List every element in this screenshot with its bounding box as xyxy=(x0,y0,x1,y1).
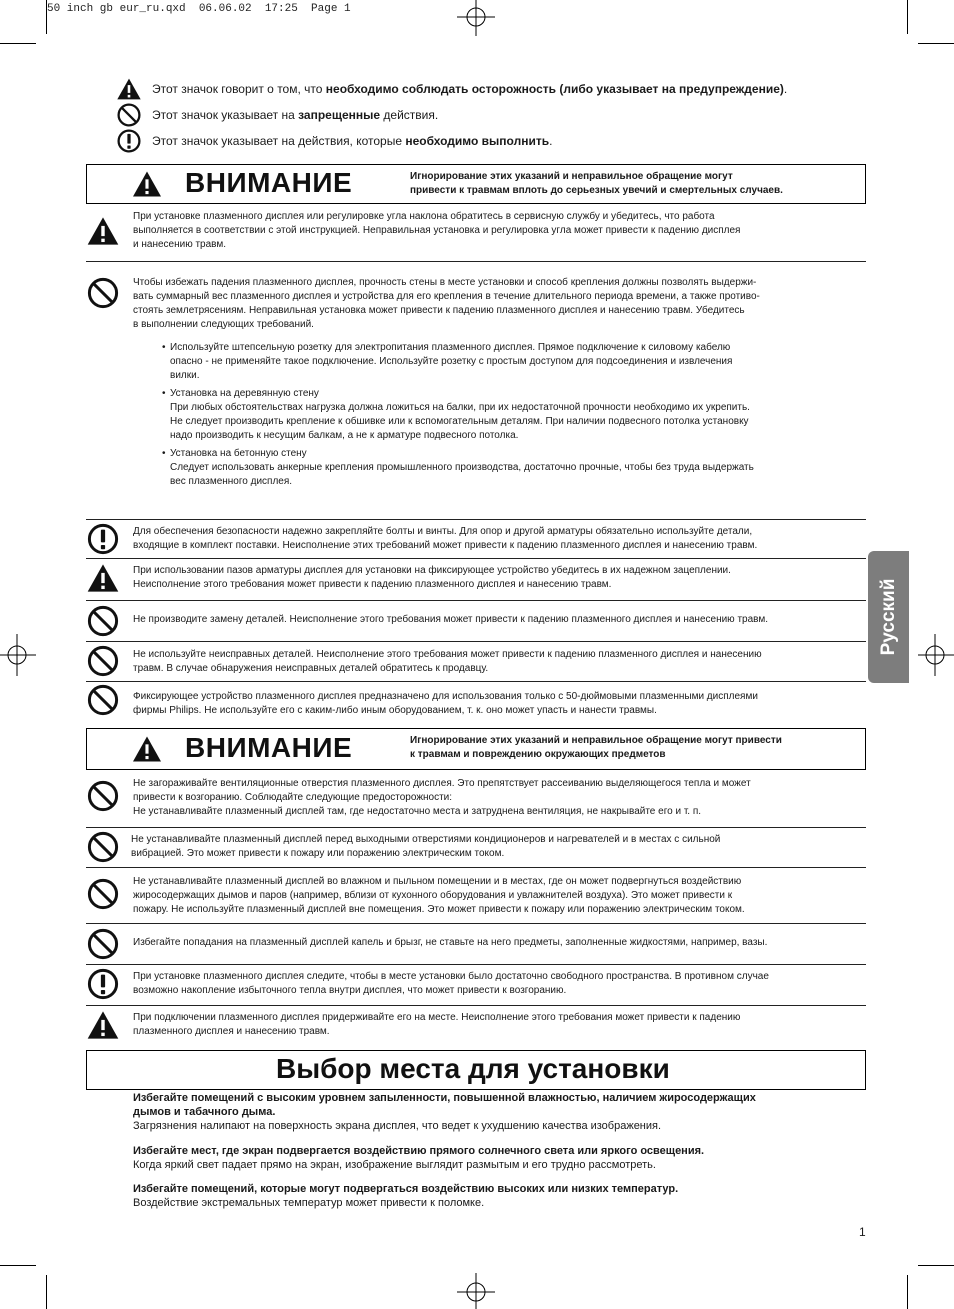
warning-banner xyxy=(86,728,866,770)
divider xyxy=(86,827,866,828)
warning-triangle-icon xyxy=(86,1008,120,1042)
warning-triangle-icon xyxy=(131,170,163,198)
list-item: • Установка на деревянную стену При любых обстоятельствах нагрузка должна ложиться на балки, при их недостаточной прочности необходимо их укрепить. Не следует производить крепление к обшивке или к вспомогательным деталям. При наличии подвесного потолка установку надо производить к несущим балкам, а не к арматуре подвесного потолка. xyxy=(162,388,750,441)
warning-triangle-icon xyxy=(116,76,142,102)
legend-text: Этот значок указывает на действия, которые необходимо выполнить. xyxy=(152,134,553,148)
item-text: Не производите замену деталей. Неисполнение этого требования может привести к падению плазменного дисплея и нанесению травм. xyxy=(133,614,769,625)
requirements-list xyxy=(162,341,852,493)
placement-note xyxy=(133,1144,853,1172)
divider xyxy=(86,641,866,642)
crop-mark xyxy=(0,43,36,44)
item-text: Не загораживайте вентиляционные отверстия плазменного дисплея. Это препятствует рассеиванию выделяющегося тепла и может привести к возгоранию. Соблюдайте следующие предосторожности: Не устанавливайте плазменный дисплей там, где недостаточно места и затруднена вентиляция, не накрывайте его и т. п. xyxy=(133,778,751,817)
language-tab-label: Русский xyxy=(877,578,899,656)
item-text: Избегайте попадания на плазменный дисплей капель и брызг, не ставьте на него предметы, заполненные жидкостями, например, вазы. xyxy=(133,937,768,948)
registration-mark-icon xyxy=(455,0,497,36)
prohibited-icon xyxy=(86,779,120,813)
item-text: Не устанавливайте плазменный дисплей во влажном и пыльном помещении и в местах, где он может подвергнуться воздействию жиросодержащих дымов и паров (например, вблизи от кухонного оборудования и увлажнителей воздуха). Это может привести к пожару. Не используйте плазменный дисплей вне помещения. Это может привести к пожару или поражению электрическим током. xyxy=(133,876,745,915)
list-item: • Установка на бетонную стену Следует использовать анкерные крепления промышленного производства, достаточно прочные, чтобы без труда выдержать вес плазменного дисплея. xyxy=(162,448,754,487)
crop-mark xyxy=(46,0,47,34)
item-text: При установке плазменного дисплея или регулировке угла наклона обратитесь в сервисную службу и убедитесь, что работа выполняется в соответствии с этой инструкцией. Неправильная установка и регулировка угла может привести к падению дисплея и нанесению травм. xyxy=(133,211,741,250)
crop-mark xyxy=(907,0,908,34)
prohibited-icon xyxy=(86,830,120,864)
note-body: Загрязнения налипают на поверхность экрана дисплея, что ведет к ухудшению качества изображения. xyxy=(133,1120,662,1132)
item-text: При использовании пазов арматуры дисплея для установки на фиксирующее устройство убедитесь в их надежном зацеплении. Неисполнение этого требования может привести к падению плазменного дисплея и нанесению травм. xyxy=(133,565,731,590)
mandatory-icon xyxy=(86,967,120,1001)
banner-text: Игнорирование этих указаний и неправильное обращение могут привести к травмам вплоть до серьезных увечий и смертельных случаев. xyxy=(410,171,783,196)
divider xyxy=(86,964,866,965)
warning-triangle-icon xyxy=(86,214,120,248)
item-text: Не используйте неисправных деталей. Неисполнение этого требования может привести к падению плазменного дисплея и нанесению травм. В случае обнаружения неисправных деталей обратитесь к продавцу. xyxy=(133,649,762,674)
crop-mark xyxy=(0,1265,36,1266)
divider xyxy=(86,519,866,520)
note-body: Воздействие экстремальных температур может привести к поломке. xyxy=(133,1197,485,1209)
prohibited-icon xyxy=(86,276,120,310)
page-number: 1 xyxy=(859,1225,866,1239)
registration-mark-icon xyxy=(918,634,954,676)
item-text: При установке плазменного дисплея следите, чтобы в месте установки было достаточно свободного пространства. В противном случае возможно накопление избыточного тепла внутри дисплея, что может привести к возгоранию. xyxy=(133,971,769,996)
legend-warning xyxy=(116,76,787,102)
print-slug: 50 inch gb eur_ru.qxd 06.06.02 17:25 Page 1 xyxy=(47,3,351,15)
divider xyxy=(86,600,866,601)
prohibited-icon xyxy=(86,644,120,678)
prohibited-icon xyxy=(86,604,120,638)
banner-title: ВНИМАНИЕ xyxy=(185,167,353,198)
placement-note xyxy=(133,1091,853,1133)
divider xyxy=(86,681,866,682)
language-tab xyxy=(868,551,909,683)
registration-mark-icon xyxy=(0,634,36,676)
banner-title: ВНИМАНИЕ xyxy=(185,732,353,763)
warning-triangle-icon xyxy=(86,561,120,595)
placement-note xyxy=(133,1182,853,1210)
note-heading: Избегайте помещений с высоким уровнем запыленности, повышенной влажностью, наличием жиросодержащих дымов и табачного дыма. xyxy=(133,1092,756,1118)
divider xyxy=(86,867,866,868)
prohibited-icon xyxy=(86,927,120,961)
note-heading: Избегайте помещений, которые могут подвергаться воздействию высоких или низких температур. xyxy=(133,1183,679,1195)
note-heading: Избегайте мест, где экран подвергается воздействию прямого солнечного света или яркого освещения. xyxy=(133,1145,705,1157)
prohibited-icon xyxy=(116,102,142,128)
item-text: При подключении плазменного дисплея придерживайте его на месте. Неисполнение этого требования может привести к падению плазменного дисплея и нанесению травм. xyxy=(133,1012,741,1037)
registration-mark-icon xyxy=(455,1273,497,1309)
divider xyxy=(86,261,866,262)
mandatory-icon xyxy=(86,522,120,556)
section-title: Выбор места для установки xyxy=(86,1050,866,1090)
crop-mark xyxy=(907,1275,908,1309)
prohibited-icon xyxy=(86,683,120,717)
warning-triangle-icon xyxy=(131,735,163,763)
item-text: Чтобы избежать падения плазменного дисплея, прочность стены в месте установки и способ крепления должны позволять выдержи- вать суммарный вес плазменного дисплея и устройства для его крепления в течение длительного периода времени, а также противо- стоять землетрясениям. Неправильная установка может привести к падению плазменного дисплея и нанесению травм. Убедитесь в выполнении следующих требований. xyxy=(133,277,760,330)
crop-mark xyxy=(918,43,954,44)
banner-text: Игнорирование этих указаний и неправильное обращение могут привести к травмам и повреждению окружающих предметов xyxy=(410,735,782,760)
legend-text: Этот значок говорит о том, что необходимо соблюдать осторожность (либо указывает на предупреждение). xyxy=(152,82,788,96)
legend-mandatory xyxy=(116,128,552,154)
divider xyxy=(86,923,866,924)
item-text: Не устанавливайте плазменный дисплей перед выходными отверстиями кондиционеров и нагревателей и в местах с сильной вибрацией. Это может привести к пожару или поражению электрическим током. xyxy=(131,834,721,859)
divider xyxy=(86,1005,866,1006)
item-text: Для обеспечения безопасности надежно закрепляйте болты и винты. Для опор и другой арматуры обязательно используйте детали, входящие в комплект поставки. Неисполнение этих требований может привести к падению плазменного дисплея и нанесению травм. xyxy=(133,526,758,551)
legend-prohibited xyxy=(116,102,438,128)
crop-mark xyxy=(918,1265,954,1266)
warning-banner xyxy=(86,164,866,204)
divider xyxy=(86,558,866,559)
mandatory-icon xyxy=(116,128,142,154)
prohibited-icon xyxy=(86,877,120,911)
item-text: Фиксирующее устройство плазменного дисплея предназначено для использования только с 50-дюймовыми плазменными дисплеями фирмы Philips. Не используйте его с каким-либо иным оборудованием, т. к. оно может упасть и нанести травмы. xyxy=(133,691,758,716)
crop-mark xyxy=(46,1275,47,1309)
note-body: Когда яркий свет падает прямо на экран, изображение выглядит размытым и его трудно рассмотреть. xyxy=(133,1159,656,1171)
list-item: • Используйте штепсельную розетку для электропитания плазменного дисплея. Прямое подключение к силовому кабелю опасно - не применяйте такое подключение. Используйте розетку с простым доступом для подсоединения и извлечения вилки. xyxy=(162,342,733,381)
legend-text: Этот значок указывает на запрещенные действия. xyxy=(152,108,439,122)
